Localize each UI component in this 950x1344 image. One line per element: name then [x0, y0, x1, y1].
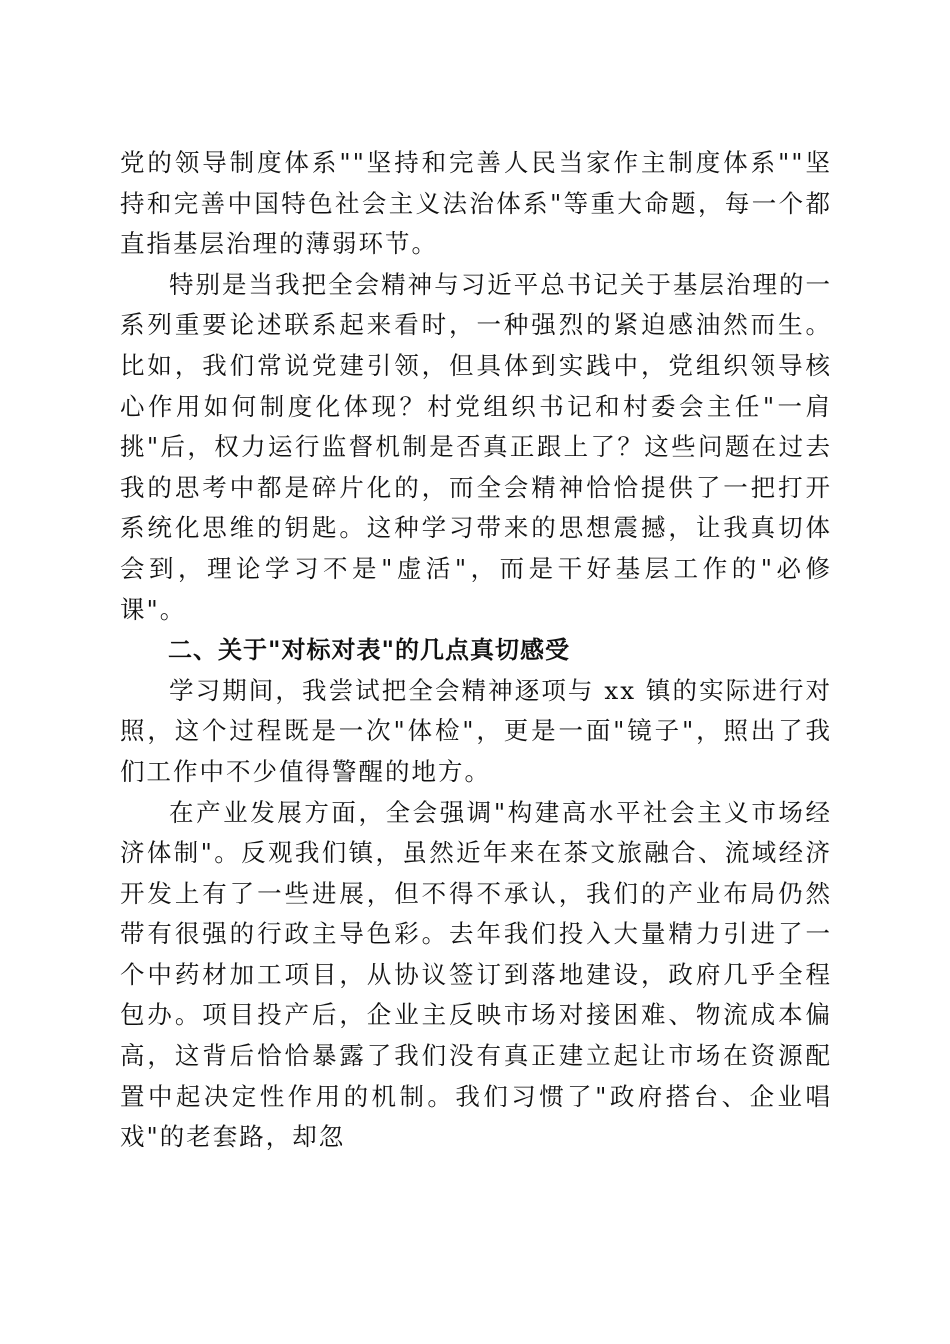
paragraph-urgency: 特别是当我把全会精神与习近平总书记关于基层治理的一系列重要论述联系起来看时，一种强烈的紧迫感油然而生。比如，我们常说党建引领，但具体到实践中，党组织领导核心作用如何制度化体现？村党组织书记和村委会主任"一肩挑"后，权力运行监督机制是否真正跟上了？这些问题在过去我的思考中都是碎片化的，而全会精神恰恰提供了一把打开系统化思维的钥匙。这种学习带来的思想震撼，让我真切体会到，理论学习不是"虚活"，而是干好基层工作的"必修课"。	[120, 269, 832, 624]
paragraph-industry: 在产业发展方面，全会强调"构建高水平社会主义市场经济体制"。反观我们镇，虽然近年来在茶文旅融合、流域经济开发上有了一些进展，但不得不承认，我们的产业布局仍然带有很强的行政主导色彩。去年我们投入大量精力引进了一个中药材加工项目，从协议签订到落地建设，政府几乎全程包办。项目投产后，企业主反映市场对接困难、物流成本偏高，这背后恰恰暴露了我们没有真正建立起让市场在资源配置中起决定性作用的机制。我们习惯了"政府搭台、企业唱戏"的老套路，却忽	[120, 797, 832, 1152]
document-body	[120, 143, 832, 1158]
paragraph-continuation: 党的领导制度体系""坚持和完善人民当家作主制度体系""坚持和完善中国特色社会主义法治体系"等重大命题，每一个都直指基层治理的薄弱环节。	[120, 148, 832, 259]
section-heading: 二、关于"对标对表"的几点真切感受	[168, 636, 571, 665]
paragraph-comparison: 学习期间，我尝试把全会精神逐项与 xx 镇的实际进行对照，这个过程既是一次"体检"，更是一面"镜子"，照出了我们工作中不少值得警醒的地方。	[120, 675, 832, 786]
